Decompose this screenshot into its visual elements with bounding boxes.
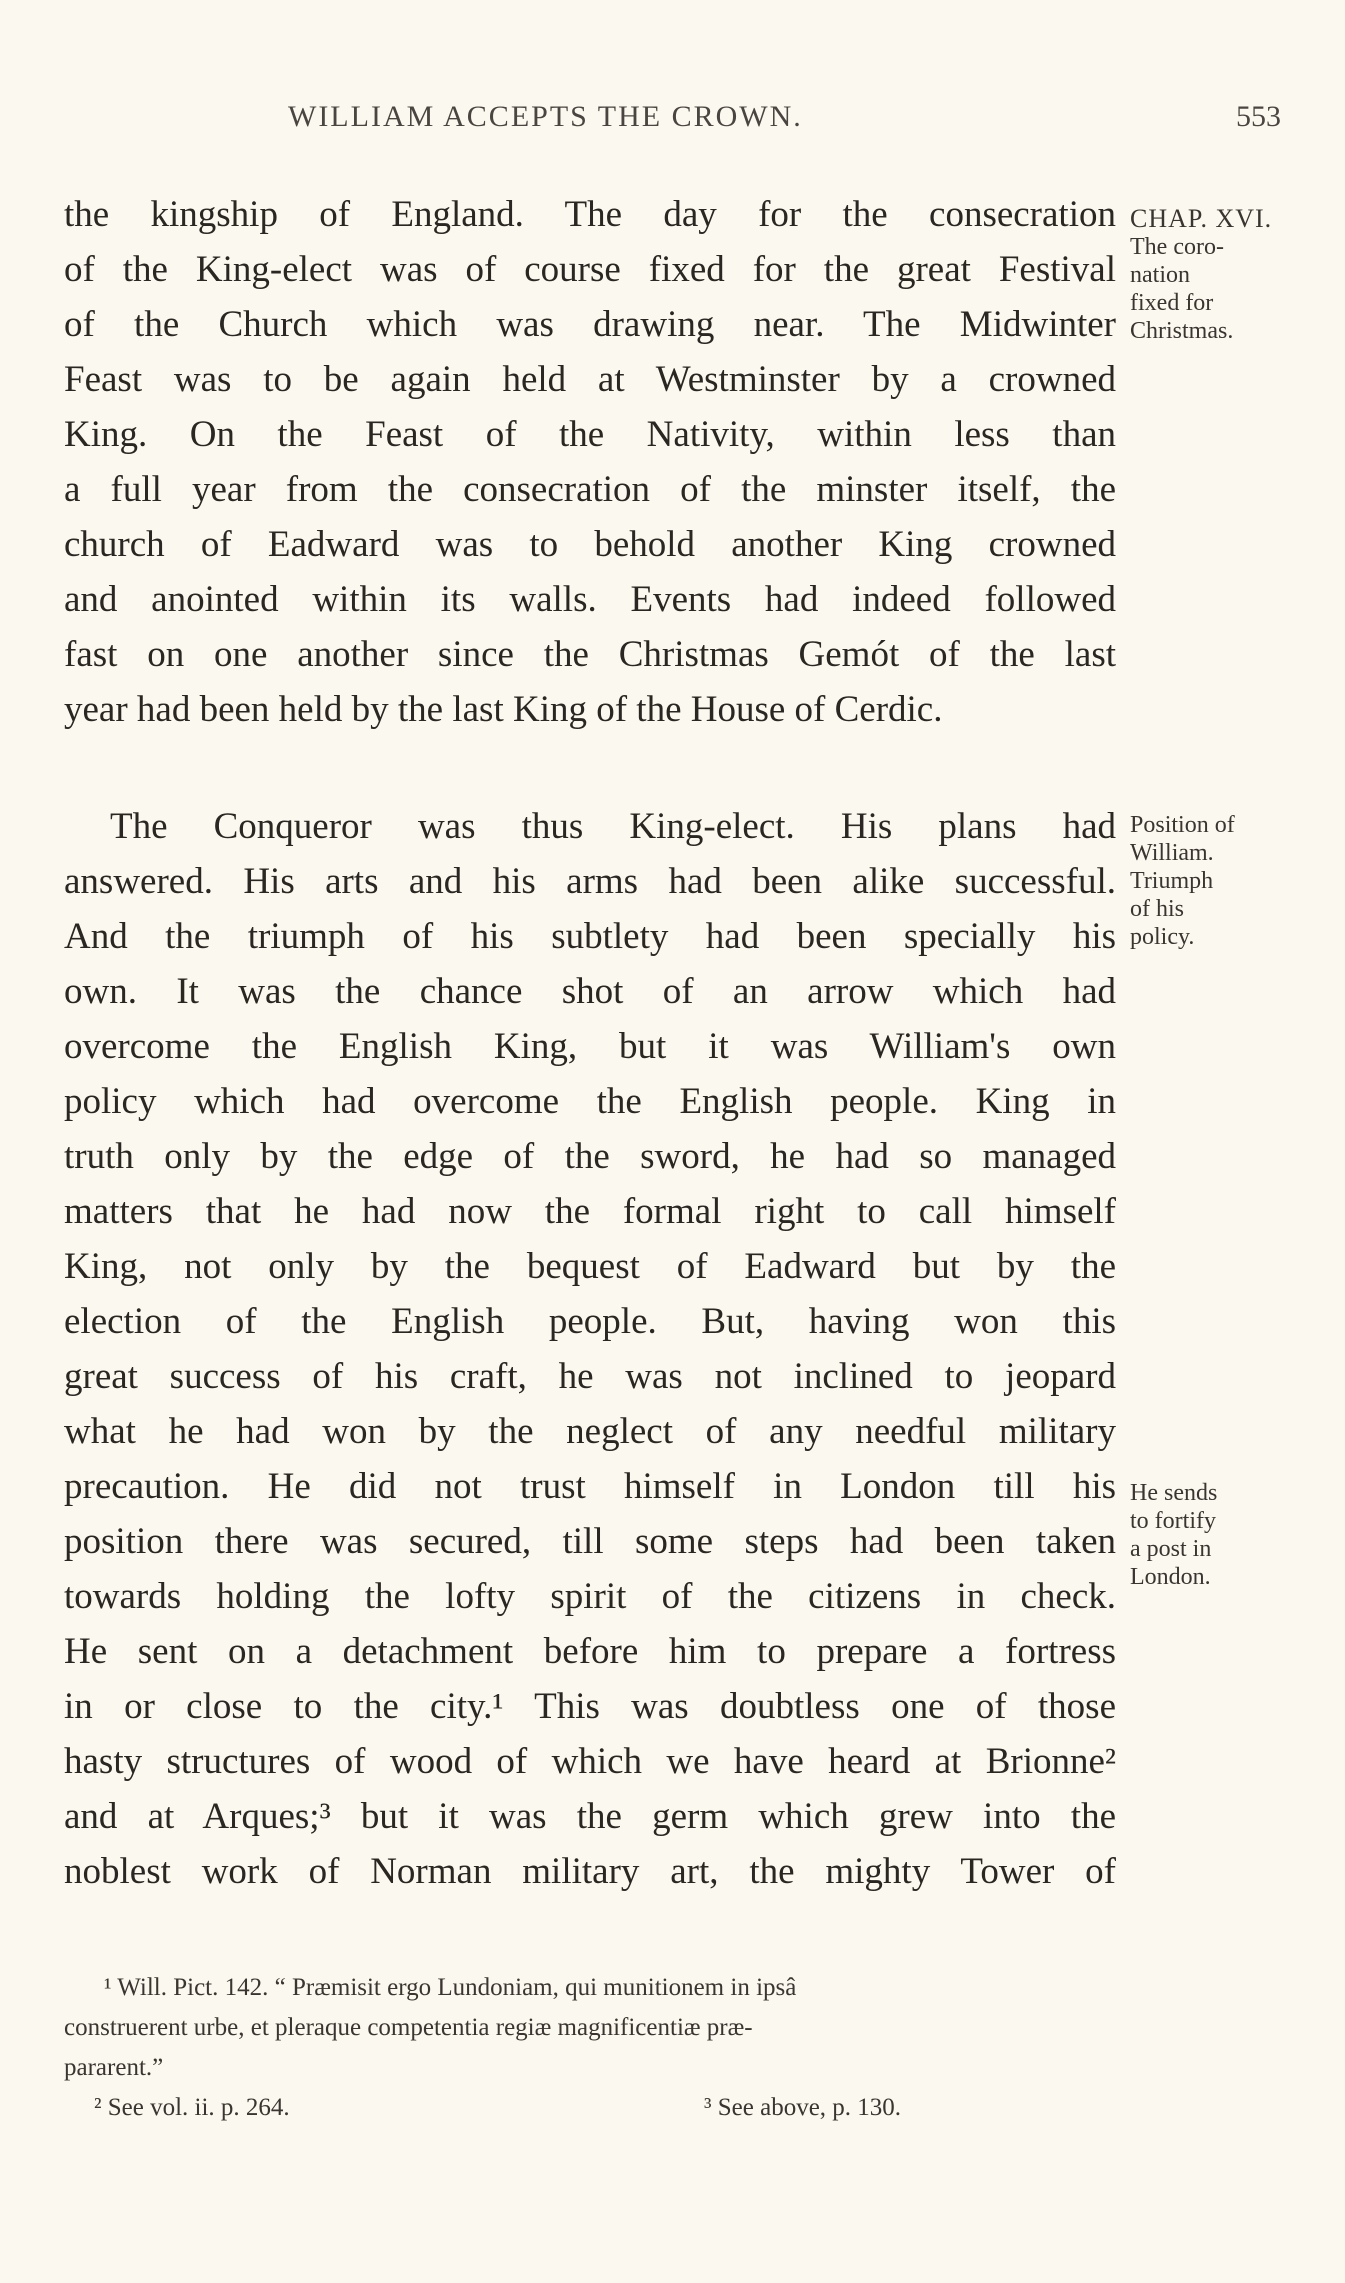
text-line: election of the English people. But, having won this	[64, 1301, 1116, 1342]
text-line: noblest work of Norman military art, the mighty Tower of	[64, 1851, 1116, 1892]
text-line: a full year from the consecration of the minster itself, the	[64, 469, 1116, 510]
margin-note-line: policy.	[1130, 924, 1195, 950]
text-line: year had been held by the last King of the House of Cerdic.	[64, 689, 943, 730]
text-line: answered. His arts and his arms had been alike successful.	[64, 861, 1116, 902]
footnote-row	[64, 2088, 1154, 2128]
paragraph-1	[64, 187, 1116, 737]
text-line: and anointed within its walls. Events had indeed followed	[64, 579, 1116, 620]
text-line: and at Arques;³ but it was the germ which grew into the	[64, 1796, 1116, 1837]
text-line: King, not only by the bequest of Eadward but by the	[64, 1246, 1116, 1287]
margin-note-line: fixed for	[1130, 290, 1214, 316]
text-line: hasty structures of wood of which we have heard at Brionne²	[64, 1741, 1116, 1782]
margin-note-line: The coro-	[1130, 234, 1224, 260]
text-line: Feast was to be again held at Westminster by a crowned	[64, 359, 1116, 400]
text-line: He sent on a detachment before him to prepare a fortress	[64, 1631, 1116, 1672]
text-line: great success of his craft, he was not inclined to jeopard	[64, 1356, 1116, 1397]
margin-note-fortify	[1130, 1479, 1300, 1591]
footnote-1-line: construerent urbe, et pleraque competentia regiæ magnificentiæ præ-	[64, 2014, 753, 2041]
footnote-1-line: pararent.”	[64, 2054, 164, 2081]
text-line: in or close to the city.¹ This was doubtless one of those	[64, 1686, 1116, 1727]
margin-note-line: Triumph	[1130, 868, 1214, 894]
text-line: church of Eadward was to behold another King crowned	[64, 524, 1116, 565]
margin-note-line: William.	[1130, 840, 1214, 866]
footnote-2: ² See vol. ii. p. 264.	[94, 2094, 290, 2121]
margin-note-line: of his	[1130, 896, 1184, 922]
running-title: WILLIAM ACCEPTS THE CROWN.	[288, 100, 803, 133]
margin-note-line: He sends	[1130, 1480, 1218, 1506]
text-line: And the triumph of his subtlety had been specially his	[64, 916, 1116, 957]
footnote-3: ³ See above, p. 130.	[704, 2094, 902, 2121]
text-line: of the King-elect was of course fixed for the great Festival	[64, 249, 1116, 290]
chapter-label: CHAP. XVI.	[1130, 204, 1273, 233]
text-line: The Conqueror was thus King-elect. His plans had	[110, 806, 1116, 847]
footnote-1-line: ¹ Will. Pict. 142. “ Præmisit ergo Lundoniam, qui munitionem in ipsâ	[104, 1974, 797, 2001]
text-line: King. On the Feast of the Nativity, within less than	[64, 414, 1116, 455]
text-line: overcome the English King, but it was William's own	[64, 1026, 1116, 1067]
page-number: 553	[1236, 100, 1281, 133]
text-line: towards holding the lofty spirit of the citizens in check.	[64, 1576, 1116, 1617]
paragraph-2	[64, 799, 1116, 1899]
margin-note-line: London.	[1130, 1564, 1211, 1590]
text-line: the kingship of England. The day for the consecration	[64, 194, 1116, 235]
margin-note-position	[1130, 811, 1300, 951]
margin-note-line: to fortify	[1130, 1508, 1216, 1534]
footnotes	[64, 1968, 1154, 2128]
text-line: matters that he had now the formal right to call himself	[64, 1191, 1116, 1232]
margin-note-line: Position of	[1130, 812, 1235, 838]
text-line: truth only by the edge of the sword, he had so managed	[64, 1136, 1116, 1177]
margin-note-line: nation	[1130, 262, 1190, 288]
text-line: position there was secured, till some steps had been taken	[64, 1521, 1116, 1562]
text-line: what he had won by the neglect of any needful military	[64, 1411, 1116, 1452]
text-line: own. It was the chance shot of an arrow which had	[64, 971, 1116, 1012]
text-line: precaution. He did not trust himself in London till his	[64, 1466, 1116, 1507]
text-line: fast on one another since the Christmas Gemót of the last	[64, 634, 1116, 675]
text-line: of the Church which was drawing near. The Midwinter	[64, 304, 1116, 345]
margin-note-line: a post in	[1130, 1536, 1212, 1562]
text-line: policy which had overcome the English people. King in	[64, 1081, 1116, 1122]
margin-note-line: Christmas.	[1130, 318, 1234, 344]
margin-note-coronation	[1130, 205, 1300, 345]
